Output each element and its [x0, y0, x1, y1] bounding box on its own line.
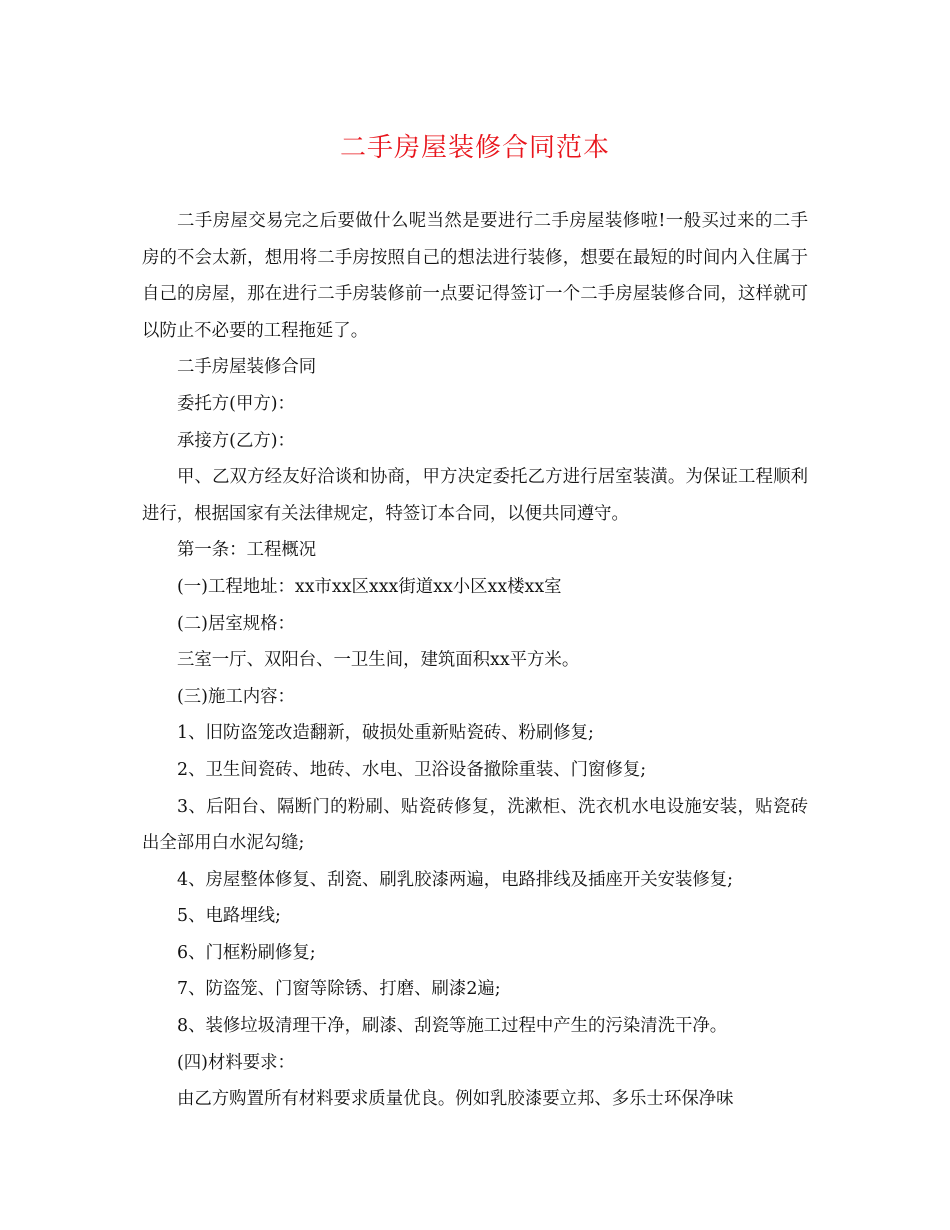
- room-spec-detail: 三室一厅、双阳台、一卫生间，建筑面积xx平方米。: [177, 650, 580, 671]
- document-title: 二手房屋装修合同范本: [339, 133, 610, 163]
- list-item: 4、房屋整体修复、刮瓷、刷乳胶漆两遍，电路排线及插座开关安装修复;: [177, 869, 734, 890]
- agreement-paragraph: 甲、乙双方经友好洽谈和协商，甲方决定委托乙方进行居室装潢。为保证工程顺利进行，根据国家有关法律规定，特签订本合同，以便共同遵守。: [142, 467, 808, 524]
- party-b-line: 承接方(乙方)：: [177, 430, 295, 451]
- list-item: 5、电路埋线;: [177, 906, 281, 927]
- list-item: 1、旧防盗笼改造翻新，破损处重新贴瓷砖、粉刷修复;: [177, 723, 594, 744]
- list-item: 7、防盗笼、门窗等除锈、打磨、刷漆2遍;: [177, 979, 501, 1000]
- list-item: 2、卫生间瓷砖、地砖、水电、卫浴设备撤除重装、门窗修复;: [177, 759, 647, 780]
- material-heading: (四)材料要求：: [177, 1052, 295, 1073]
- party-a-line: 委托方(甲方)：: [177, 393, 295, 414]
- contract-heading: 二手房屋装修合同: [177, 357, 317, 378]
- document-body: [142, 203, 808, 1118]
- article-1-heading: 第一条：工程概况: [177, 540, 317, 561]
- room-spec-heading: (二)居室规格：: [177, 613, 295, 634]
- project-address: (一)工程地址：xx市xx区xxx街道xx小区xx楼xx室: [177, 576, 562, 597]
- intro-paragraph: 二手房屋交易完之后要做什么呢当然是要进行二手房屋装修啦!一般买过来的二手房的不会太新，想用将二手房按照自己的想法进行装修，想要在最短的时间内入住属于自己的房屋，那在进行二手房装修前一点要记得签订一个二手房屋装修合同，这样就可以防止不必要的工程拖延了。: [142, 211, 808, 341]
- list-item: 6、门框粉刷修复;: [177, 942, 316, 963]
- list-item: 3、后阳台、隔断门的粉刷、贴瓷砖修复，洗漱柜、洗衣机水电设施安装，贴瓷砖出全部用白水泥勾缝;: [142, 796, 808, 854]
- work-content-heading: (三)施工内容：: [177, 686, 295, 707]
- material-detail: 由乙方购置所有材料要求质量优良。例如乳胶漆要立邦、多乐士环保净味: [177, 1089, 734, 1110]
- list-item: 8、装修垃圾清理干净，刷漆、刮瓷等施工过程中产生的污染清洗干净。: [177, 1016, 728, 1037]
